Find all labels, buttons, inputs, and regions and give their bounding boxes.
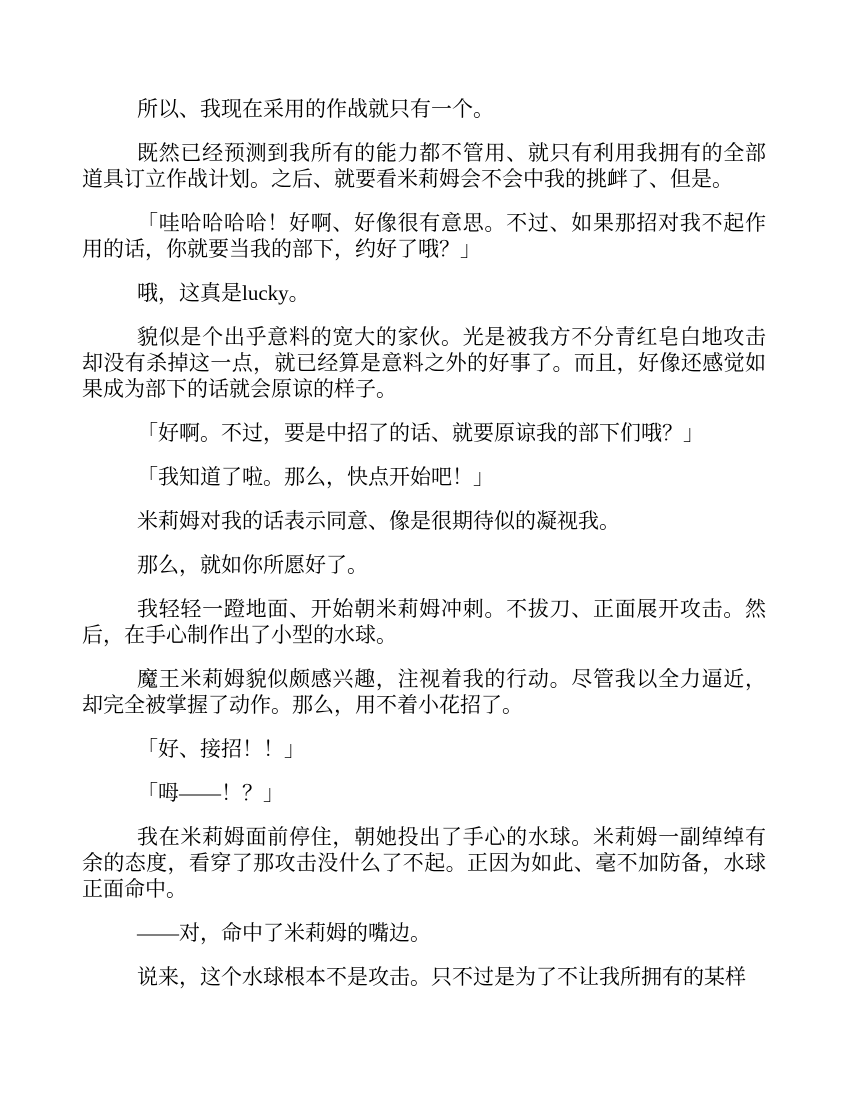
paragraph: 说来，这个水球根本不是攻击。只不过是为了不让我所拥有的某样	[137, 965, 746, 989]
paragraph: 米莉姆对我的话表示同意、像是很期待似的凝视我。	[137, 509, 620, 533]
paragraph: 那么，就如你所愿好了。	[137, 553, 368, 577]
paragraph: 「哇哈哈哈哈！好啊、好像很有意思。不过、如果那招对我不起作用的话，你就要当我的部下，约好了哦？」	[82, 211, 766, 261]
paragraph: 所以、我现在采用的作战就只有一个。	[137, 97, 494, 121]
paragraph: 「呣——！？」	[137, 781, 284, 805]
paragraph: 我轻轻一蹬地面、开始朝米莉姆冲刺。不拔刀、正面展开攻击。然后，在手心制作出了小型的水球。	[82, 597, 766, 647]
paragraph: 「好啊。不过，要是中招了的话、就要原谅我的部下们哦？」	[137, 421, 704, 445]
page-text	[82, 96, 766, 990]
paragraph: 既然已经预测到我所有的能力都不管用、就只有利用我拥有的全部道具订立作战计划。之后、就要看米莉姆会不会中我的挑衅了、但是。	[82, 141, 766, 191]
paragraph: 我在米莉姆面前停住，朝她投出了手心的水球。米莉姆一副绰绰有余的态度，看穿了那攻击没什么了不起。正因为如此、毫不加防备，水球正面命中。	[82, 825, 766, 901]
paragraph: 魔王米莉姆貌似颇感兴趣，注视着我的行动。尽管我以全力逼近，却完全被掌握了动作。那么，用不着小花招了。	[82, 667, 766, 717]
paragraph: 「好、接招！！」	[137, 737, 305, 761]
paragraph: ——对，命中了米莉姆的嘴边。	[137, 921, 431, 945]
paragraph: 哦，这真是lucky。	[137, 281, 310, 305]
paragraph: 貌似是个出乎意料的宽大的家伙。光是被我方不分青红皂白地攻击却没有杀掉这一点，就已经算是意料之外的好事了。而且，好像还感觉如果成为部下的话就会原谅的样子。	[82, 325, 766, 401]
paragraph: 「我知道了啦。那么，快点开始吧！」	[137, 465, 494, 489]
